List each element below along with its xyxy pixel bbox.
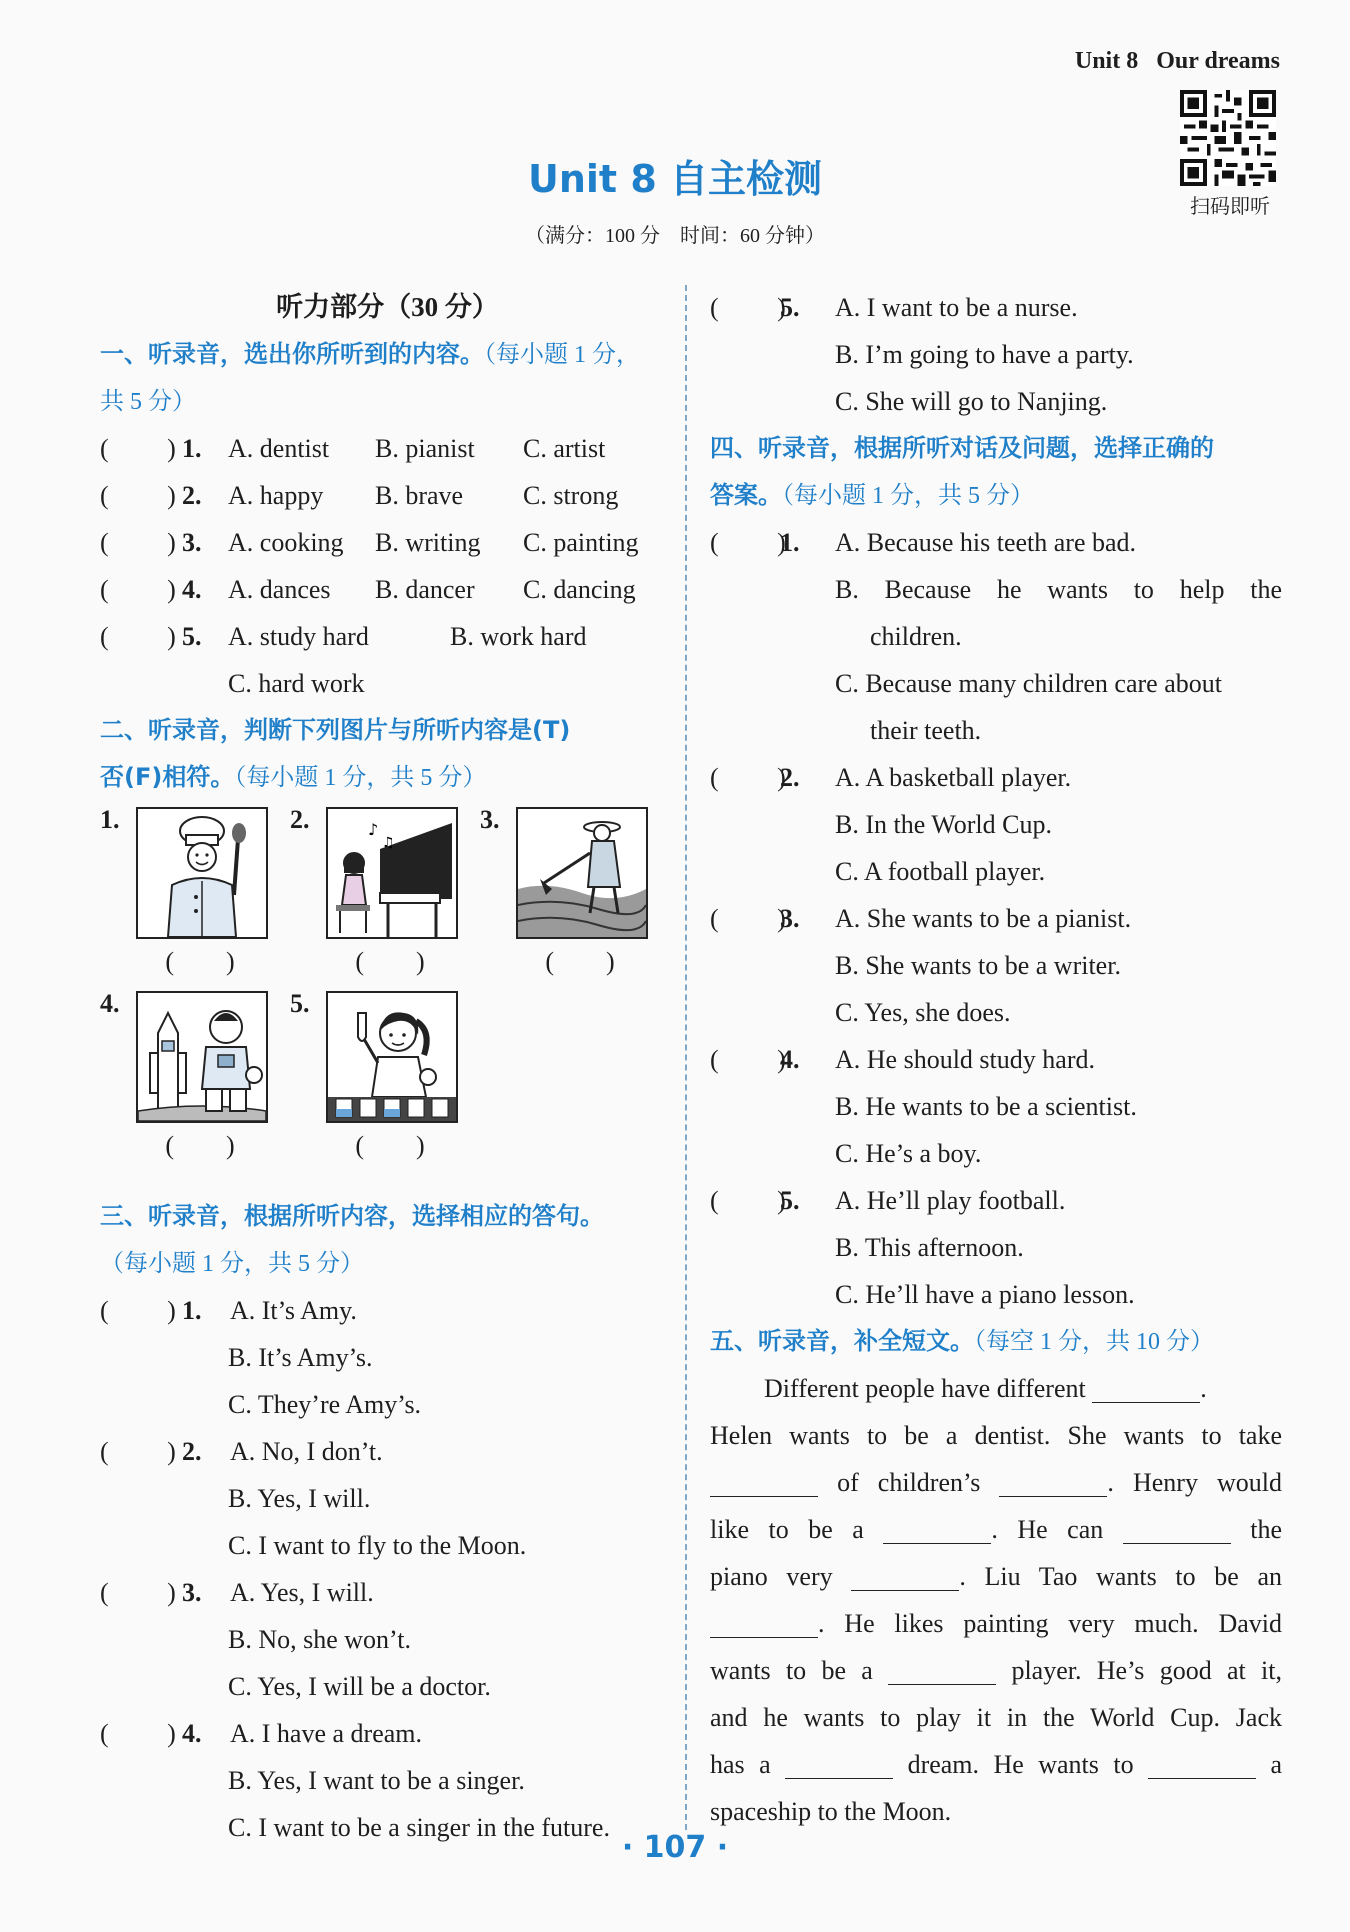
s3-question-1: ( ) 1. A. It’s Amy. xyxy=(100,1287,675,1334)
passage-line-5: piano very . Liu Tao wants to be an xyxy=(710,1562,1283,1591)
passage-line-1: Different people have different . xyxy=(764,1374,1207,1403)
s4-q5-option-b: B. This afternoon. xyxy=(835,1233,1024,1262)
s1-question-5-option-c: C. hard work xyxy=(228,669,365,698)
s4-question-4: ( )4. A. He should study hard. xyxy=(710,1036,1282,1083)
blank-input[interactable] xyxy=(851,1560,959,1591)
section1-title: 一、听录音，选出你所听到的内容。（每小题 1 分， xyxy=(100,340,640,368)
s4-q3-option-c: C. Yes, she does. xyxy=(835,998,1011,1027)
passage-line-7: wants to be a player. He’s good at it, xyxy=(710,1656,1283,1685)
s4-question-2: ( )2. A. A basketball player. xyxy=(710,754,1282,801)
s4-q1-option-c: C. Because many children care about xyxy=(835,669,1222,698)
s4-q4-option-b: B. He wants to be a scientist. xyxy=(835,1092,1137,1121)
column-divider xyxy=(685,285,687,1830)
passage-line-3: of children’s . Henry would xyxy=(710,1459,1282,1506)
s4-q1-option-c-cont: their teeth. xyxy=(870,716,982,745)
answer-bracket[interactable]: ( ) xyxy=(710,1045,786,1074)
astronaut-picture xyxy=(136,991,268,1123)
section3-title: 三、听录音，根据所听内容，选择相应的答句。 xyxy=(100,1202,604,1230)
left-column xyxy=(100,284,675,1851)
running-header xyxy=(1075,48,1280,75)
passage-line-4: like to be a . He can the xyxy=(710,1515,1283,1544)
answer-bracket[interactable]: ( ) xyxy=(100,481,176,510)
qr-caption: 扫码即听 xyxy=(1190,196,1270,218)
s4-q4-option-c: C. He’s a boy. xyxy=(835,1139,982,1168)
s4-q2-option-b: B. In the World Cup. xyxy=(835,810,1052,839)
s4-question-1: ( )1. A. Because his teeth are bad. xyxy=(710,519,1282,566)
s3-q3-option-c: C. Yes, I will be a doctor. xyxy=(228,1672,491,1701)
section4-title: 四、听录音，根据所听对话及问题，选择正确的 xyxy=(710,434,1214,462)
answer-bracket[interactable]: ( ) xyxy=(100,528,176,557)
s3-q1-option-c: C. They’re Amy’s. xyxy=(228,1390,422,1419)
blank-input[interactable] xyxy=(999,1466,1107,1497)
answer-bracket[interactable]: ( ) xyxy=(710,763,786,792)
s3-question-3: ( ) 3. A. Yes, I will. xyxy=(100,1569,675,1616)
s3-question-4: ( ) 4. A. I have a dream. xyxy=(100,1710,675,1757)
passage-line-10: spaceship to the Moon. xyxy=(710,1797,952,1826)
unit-label: Unit 8 xyxy=(1074,48,1139,74)
s4-q3-option-b: B. She wants to be a writer. xyxy=(835,951,1121,980)
s4-q2-option-c: C. A football player. xyxy=(835,857,1046,886)
section2-title: 二、听录音，判断下列图片与所听内容是(T) xyxy=(100,716,571,744)
answer-bracket[interactable]: ( ) xyxy=(710,904,786,933)
section3-note: （每小题 1 分，共 5 分） xyxy=(100,1251,364,1277)
s4-q5-option-c: C. He’ll have a piano lesson. xyxy=(835,1280,1135,1309)
svg-text:♫: ♫ xyxy=(382,835,395,851)
section2-title-cont: 否(F)相符。（每小题 1 分，共 5 分） xyxy=(100,763,487,791)
answer-bracket[interactable]: ( ) xyxy=(100,1578,176,1607)
blank-input[interactable] xyxy=(1123,1513,1231,1544)
blank-input[interactable] xyxy=(883,1513,991,1544)
s4-question-3: ( )3. A. She wants to be a pianist. xyxy=(710,895,1282,942)
answer-bracket[interactable]: ( ) xyxy=(100,1437,176,1466)
passage-line-6: . He likes painting very much. David xyxy=(710,1600,1282,1647)
blank-input[interactable] xyxy=(1092,1372,1200,1403)
page-subtitle: （满分：100 分 时间：60 分钟） xyxy=(525,225,825,247)
answer-bracket[interactable]: ( ) xyxy=(710,293,786,322)
pianist-picture xyxy=(326,807,458,939)
s3-q2-option-c: C. I want to fly to the Moon. xyxy=(228,1531,527,1560)
s1-question-4: ( ) 4. A. dances B. dancer C. dancing xyxy=(100,566,675,613)
s1-question-1: ( ) 1. A. dentist B. pianist C. artist xyxy=(100,425,675,472)
blank-input[interactable] xyxy=(785,1748,893,1779)
s1-question-5: ( ) 5. A. study hard B. work hard xyxy=(100,613,675,660)
answer-bracket[interactable]: ( ) xyxy=(710,528,786,557)
answer-bracket[interactable]: ( ) xyxy=(100,1296,176,1325)
answer-bracket[interactable]: ( ) xyxy=(100,434,176,463)
s3-q3-option-b: B. No, she won’t. xyxy=(228,1625,411,1654)
s3-q5-option-b: B. I’m going to have a party. xyxy=(835,340,1134,369)
s3-q4-option-c: C. I want to be a singer in the future. xyxy=(228,1813,610,1842)
unit-name: Our dreams xyxy=(1156,48,1280,74)
s1-question-3: ( ) 3. A. cooking B. writing C. painting xyxy=(100,519,675,566)
s4-question-5: ( )5. A. He’ll play football. xyxy=(710,1177,1282,1224)
s3-q5-option-c: C. She will go to Nanjing. xyxy=(835,387,1108,416)
svg-text:♪: ♪ xyxy=(368,820,379,839)
s4-q1-option-b: B. Because he wants to help the xyxy=(835,575,1282,604)
picture-grid: 1. ( ) 2. ♪ ♫ ( ) 3. ( ) 4. ( ) 5. ( ) xyxy=(100,801,675,1193)
s3-question-2: ( ) 2. A. No, I don’t. xyxy=(100,1428,675,1475)
page-number: · 107 · xyxy=(621,1830,729,1865)
blank-input[interactable] xyxy=(1148,1748,1256,1779)
answer-bracket[interactable]: ( ) xyxy=(100,622,176,651)
right-column xyxy=(710,284,1282,1835)
s3-question-5: ( )5. A. I want to be a nurse. xyxy=(710,284,1282,331)
blank-input[interactable] xyxy=(888,1654,996,1685)
blank-input[interactable] xyxy=(710,1607,818,1638)
answer-bracket[interactable]: ( ) xyxy=(100,1719,176,1748)
passage-line-2: Helen wants to be a dentist. She wants to take xyxy=(710,1421,1282,1450)
s1-question-2: ( ) 2. A. happy B. brave C. strong xyxy=(100,472,675,519)
s3-q2-option-b: B. Yes, I will. xyxy=(228,1484,371,1513)
answer-bracket[interactable]: ( ) xyxy=(710,1186,786,1215)
scientist-picture xyxy=(326,991,458,1123)
section4-title-cont: 答案。（每小题 1 分，共 5 分） xyxy=(710,481,1034,509)
answer-bracket[interactable]: ( ) xyxy=(100,575,176,604)
blank-input[interactable] xyxy=(710,1466,818,1497)
listening-part-title: 听力部分（30 分） xyxy=(276,292,499,322)
section5-title: 五、听录音，补全短文。（每空 1 分，共 10 分） xyxy=(710,1327,1214,1355)
s3-q1-option-b: B. It’s Amy’s. xyxy=(228,1343,373,1372)
section1-note: 共 5 分） xyxy=(100,389,196,415)
passage-line-9: has a dream. He wants to a xyxy=(710,1750,1283,1779)
farmer-picture xyxy=(516,807,648,939)
s4-q1-option-b-cont: children. xyxy=(870,622,962,651)
passage-line-8: and he wants to play it in the World Cup. Jack xyxy=(710,1703,1282,1732)
s3-q4-option-b: B. Yes, I want to be a singer. xyxy=(228,1766,525,1795)
chef-picture xyxy=(136,807,268,939)
page-title: Unit 8 自主检测 xyxy=(528,157,822,201)
